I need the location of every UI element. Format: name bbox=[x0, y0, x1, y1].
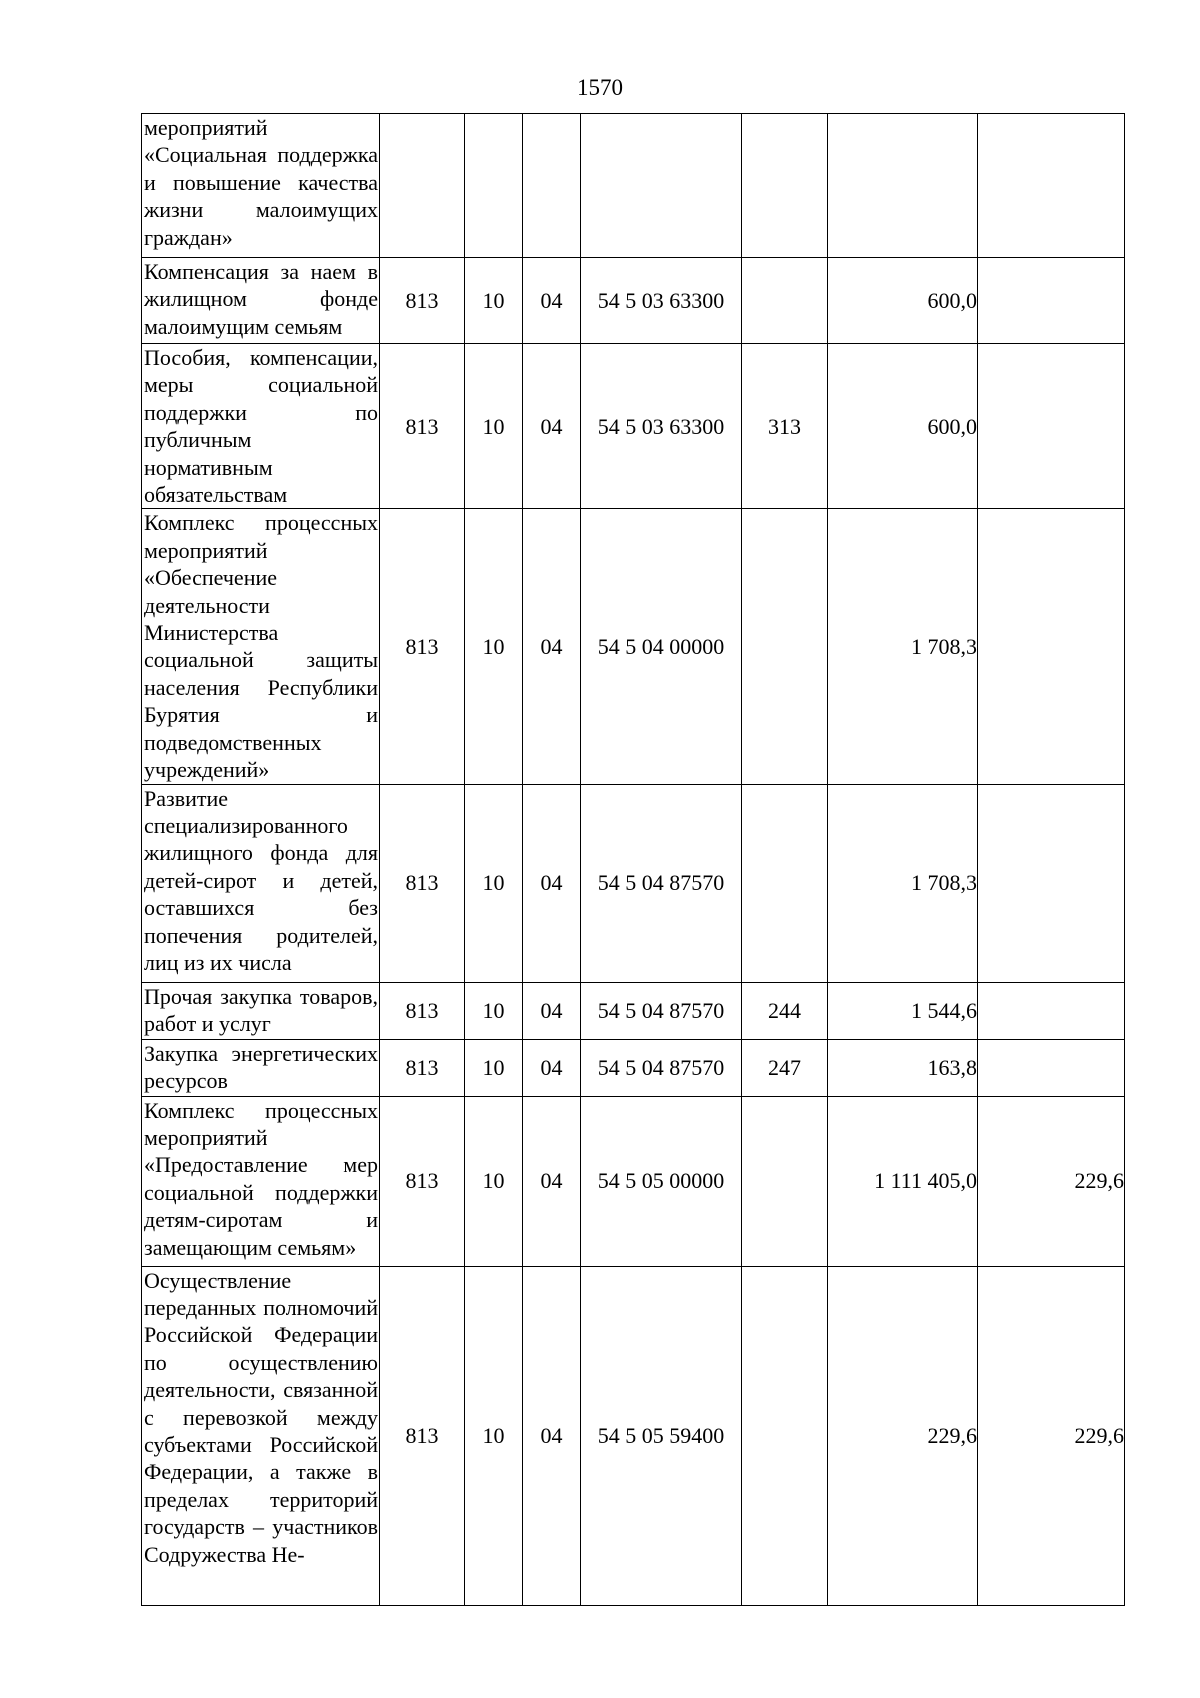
expense-type bbox=[742, 1266, 828, 1605]
target-article: 54 5 04 87570 bbox=[581, 982, 742, 1039]
amount: 1 708,3 bbox=[828, 784, 978, 982]
row-name: Компенсация за наем в жилищном фонде малоимущим семьям bbox=[142, 258, 380, 344]
table-row bbox=[142, 509, 1125, 784]
table-row bbox=[142, 982, 1125, 1039]
target-article: 54 5 03 63300 bbox=[581, 344, 742, 509]
table-row bbox=[142, 1039, 1125, 1096]
expense-type bbox=[742, 509, 828, 784]
table-row bbox=[142, 784, 1125, 982]
section-code: 10 bbox=[465, 1096, 523, 1266]
target-article: 54 5 05 59400 bbox=[581, 1266, 742, 1605]
subvention-amount bbox=[978, 784, 1125, 982]
target-article bbox=[581, 114, 742, 258]
section-code: 10 bbox=[465, 982, 523, 1039]
subsection-code: 04 bbox=[523, 784, 581, 982]
subsection-code: 04 bbox=[523, 344, 581, 509]
expense-type: 244 bbox=[742, 982, 828, 1039]
target-article: 54 5 04 00000 bbox=[581, 509, 742, 784]
amount: 1 544,6 bbox=[828, 982, 978, 1039]
amount: 600,0 bbox=[828, 258, 978, 344]
target-article: 54 5 03 63300 bbox=[581, 258, 742, 344]
subsection-code: 04 bbox=[523, 1096, 581, 1266]
ministry-code: 813 bbox=[380, 982, 465, 1039]
budget-table bbox=[141, 113, 1125, 1606]
page-number: 1570 bbox=[577, 75, 623, 100]
expense-type bbox=[742, 114, 828, 258]
subsection-code bbox=[523, 114, 581, 258]
target-article: 54 5 04 87570 bbox=[581, 784, 742, 982]
subvention-amount bbox=[978, 114, 1125, 258]
subvention-amount: 229,6 bbox=[978, 1266, 1125, 1605]
section-code: 10 bbox=[465, 258, 523, 344]
subvention-amount bbox=[978, 258, 1125, 344]
expense-type bbox=[742, 258, 828, 344]
expense-type bbox=[742, 784, 828, 982]
subsection-code: 04 bbox=[523, 509, 581, 784]
expense-type: 247 bbox=[742, 1039, 828, 1096]
subsection-code: 04 bbox=[523, 1039, 581, 1096]
section-code: 10 bbox=[465, 509, 523, 784]
table-row bbox=[142, 344, 1125, 509]
ministry-code: 813 bbox=[380, 509, 465, 784]
ministry-code: 813 bbox=[380, 344, 465, 509]
section-code: 10 bbox=[465, 784, 523, 982]
ministry-code: 813 bbox=[380, 784, 465, 982]
amount: 1 111 405,0 bbox=[828, 1096, 978, 1266]
subvention-amount bbox=[978, 1039, 1125, 1096]
row-name: Прочая закупка товаров, работ и услуг bbox=[142, 982, 380, 1039]
section-code: 10 bbox=[465, 1266, 523, 1605]
amount: 229,6 bbox=[828, 1266, 978, 1605]
row-name: Осуществление переданных полномочий Российской Федерации по осуществлению деятельности, связанной с перевозкой между субъектами Российской Федерации, а также в пределах территорий государств – участников Содружества Не- bbox=[142, 1266, 380, 1605]
table-row bbox=[142, 1096, 1125, 1266]
table-row bbox=[142, 114, 1125, 258]
subvention-amount bbox=[978, 982, 1125, 1039]
row-name: Развитие специализированного жилищного фонда для детей-сирот и детей, оставшихся без попечения родителей, лиц из их числа bbox=[142, 784, 380, 982]
subvention-amount: 229,6 bbox=[978, 1096, 1125, 1266]
row-name: Пособия, компенсации, меры социальной поддержки по публичным нормативным обязательствам bbox=[142, 344, 380, 509]
amount: 163,8 bbox=[828, 1039, 978, 1096]
table-row bbox=[142, 258, 1125, 344]
row-name: мероприятий «Социальная поддержка и повышение качества жизни малоимущих граждан» bbox=[142, 114, 380, 258]
amount: 1 708,3 bbox=[828, 509, 978, 784]
ministry-code bbox=[380, 114, 465, 258]
table-row bbox=[142, 1266, 1125, 1605]
ministry-code: 813 bbox=[380, 1266, 465, 1605]
section-code: 10 bbox=[465, 344, 523, 509]
subvention-amount bbox=[978, 509, 1125, 784]
subsection-code: 04 bbox=[523, 982, 581, 1039]
section-code bbox=[465, 114, 523, 258]
ministry-code: 813 bbox=[380, 258, 465, 344]
subsection-code: 04 bbox=[523, 258, 581, 344]
row-name: Комплекс процессных мероприятий «Предоставление мер социальной поддержки детям-сиротам и замещающим семьям» bbox=[142, 1096, 380, 1266]
subvention-amount bbox=[978, 344, 1125, 509]
amount: 600,0 bbox=[828, 344, 978, 509]
expense-type: 313 bbox=[742, 344, 828, 509]
row-name: Комплекс процессных мероприятий «Обеспечение деятельности Министерства социальной защиты населения Республики Бурятия и подведомственных учреждений» bbox=[142, 509, 380, 784]
row-name: Закупка энергетических ресурсов bbox=[142, 1039, 380, 1096]
amount bbox=[828, 114, 978, 258]
target-article: 54 5 05 00000 bbox=[581, 1096, 742, 1266]
section-code: 10 bbox=[465, 1039, 523, 1096]
target-article: 54 5 04 87570 bbox=[581, 1039, 742, 1096]
ministry-code: 813 bbox=[380, 1096, 465, 1266]
expense-type bbox=[742, 1096, 828, 1266]
ministry-code: 813 bbox=[380, 1039, 465, 1096]
subsection-code: 04 bbox=[523, 1266, 581, 1605]
